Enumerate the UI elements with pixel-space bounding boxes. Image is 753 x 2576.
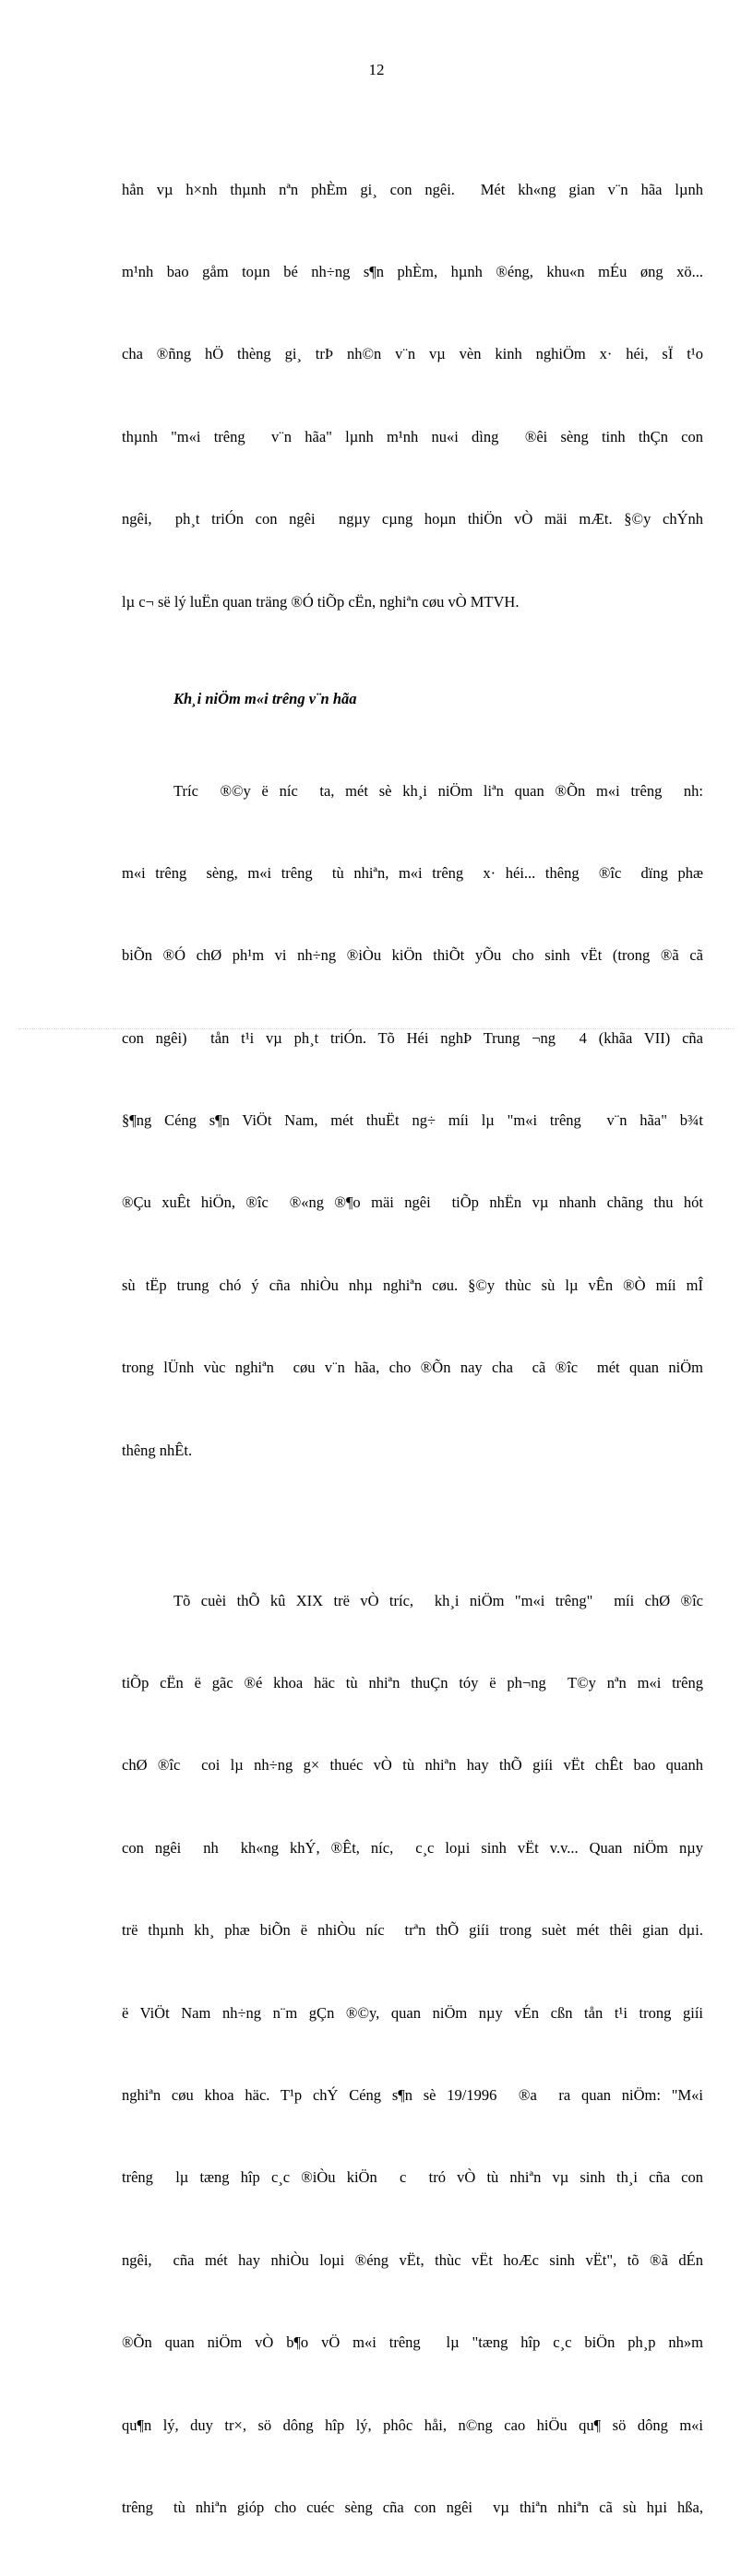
text-line: ®Õn quan niÖm vÒ b¶o vÖ m«i trêng lµ "tæng hîp c¸c biÖn ph¸p nh»m bbox=[122, 2333, 703, 2352]
paragraph-1 bbox=[122, 121, 703, 671]
text-line: §¶ng Céng s¶n ViÖt Nam, mét thuËt ng÷ míi lµ "m«i trêng v¨n hãa" b¾t bbox=[122, 1111, 703, 1130]
text-line: tiÕp cËn ë gãc ®é khoa häc tù nhiªn thuÇn tóy ë ph¬ng T©y nªn m«i trêng bbox=[122, 1674, 703, 1692]
text-line: ngêi, ph¸t triÓn con ngêi ngµy cµng hoµn thiÖn vÒ mäi mÆt. §©y chÝnh bbox=[122, 510, 703, 528]
text-line: m«i trêng sèng, m«i trêng tù nhiªn, m«i trêng x· héi... thêng ®îc dïng phæ bbox=[122, 863, 703, 882]
page-bottom-divider bbox=[18, 1028, 735, 1029]
text-line: ngêi, cña mét hay nhiÒu loµi ®éng vËt, thùc vËt hoÆc sinh vËt", tõ ®ã dÉn bbox=[122, 2250, 703, 2269]
text-line: cha ®ñng hÖ thèng gi¸ trÞ nh©n v¨n vµ vèn kinh nghiÖm x· héi, sÏ t¹o bbox=[122, 345, 703, 363]
text-line: ®Çu xuÊt hiÖn, ®îc ®«ng ®¶o mäi ngêi tiÕp nhËn vµ nhanh chãng thu hót bbox=[122, 1193, 703, 1212]
text-line: biÕn ®Ó chØ ph¹m vi nh÷ng ®iÒu kiÖn thiÕt yÕu cho sinh vËt (trong ®ã cã bbox=[122, 946, 703, 965]
paragraph-3 bbox=[122, 1532, 703, 2576]
text-line: Tríc ®©y ë níc ta, mét sè kh¸i niÖm liªn quan ®Õn m«i trêng nh: bbox=[173, 781, 703, 800]
text-line: lµ c¬ së lý luËn quan träng ®Ó tiÕp cËn, nghiªn cøu vÒ MTVH. bbox=[122, 592, 520, 611]
text-line: trêng lµ tæng hîp c¸c ®iÒu kiÖn c tró vÒ tù nhiªn vµ sinh th¸i cña con bbox=[122, 2168, 703, 2187]
text-line: Tõ cuèi thÕ kû XIX trë vÒ tríc, kh¸i niÖm "m«i trêng" míi chØ ®îc bbox=[173, 1591, 703, 1609]
text-line: hẳn vµ h×nh thµnh nªn phÈm gi¸ con ngêi. Mét kh«ng gian v¨n hãa lµnh bbox=[122, 180, 703, 198]
text-line: chØ ®îc coi lµ nh÷ng g× thuéc vÒ tù nhiªn hay thÕ giíi vËt chÊt bao quanh bbox=[122, 1756, 703, 1775]
text-line: thêng nhÊt. bbox=[122, 1441, 193, 1459]
document-body bbox=[122, 121, 703, 2576]
text-line: trong lÜnh vùc nghiªn cøu v¨n hãa, cho ®Õn nay cha cã ®îc mét quan niÖm bbox=[122, 1359, 703, 1377]
text-line: m¹nh bao gåm toµn bé nh÷ng s¶n phÈm, hµnh ®éng, khu«n mÉu øng xö... bbox=[122, 262, 703, 280]
text-line: trêng tù nhiªn gióp cho cuéc sèng cña con ngêi vµ thiªn nhiªn cã sù hµi hßa, bbox=[122, 2498, 703, 2516]
text-line: con ngêi nh kh«ng khÝ, ®Êt, níc, c¸c loµi sinh vËt v.v... Quan niÖm nµy bbox=[122, 1838, 703, 1857]
paragraph-2 bbox=[122, 722, 703, 1519]
page-number: 12 bbox=[368, 61, 385, 78]
text-line: trë thµnh kh¸ phæ biÕn ë nhiÒu níc trªn thÕ giíi trong suèt mét thêi gian dµi. bbox=[122, 1921, 703, 1940]
text-line: nghiªn cøu khoa häc. T¹p chÝ Céng s¶n sè 19/1996 ®a ra quan niÖm: "M«i bbox=[122, 2085, 703, 2104]
text-line: ë ViÖt Nam nh÷ng n¨m gÇn ®©y, quan niÖm nµy vÉn cßn tån t¹i trong giíi bbox=[122, 2003, 703, 2022]
text-line: qu¶n lý, duy tr×, sö dông hîp lý, phôc håi, n©ng cao hiÖu qu¶ sö dông m«i bbox=[122, 2416, 703, 2434]
text-line: sù tËp trung chó ý cña nhiÒu nhµ nghiªn cøu. §©y thùc sù lµ vÊn ®Ò míi mÎ bbox=[122, 1276, 703, 1294]
text-line: con ngêi) tån t¹i vµ ph¸t triÓn. Tõ Héi nghÞ Trung ¬ng 4 (khãa VII) cña bbox=[122, 1028, 703, 1047]
text-line: thµnh "m«i trêng v¨n hãa" lµnh m¹nh nu«i dìng ®êi sèng tinh thÇn con bbox=[122, 427, 703, 445]
section-heading: Kh¸i niÖm m«i trêng v¨n hãa bbox=[173, 689, 357, 707]
